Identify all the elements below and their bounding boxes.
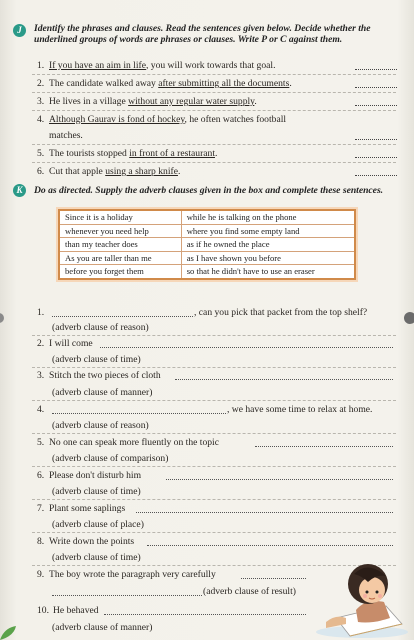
- row-separator: [32, 367, 396, 368]
- k-item-7: [37, 503, 125, 514]
- k-item-4-note: (adverb clause of reason): [52, 420, 149, 431]
- k-item-5-note: (adverb clause of comparison): [52, 453, 169, 464]
- k-item-num: 3.: [37, 370, 45, 381]
- k-answer-blank-5[interactable]: [255, 446, 393, 447]
- k-item-7-note: (adverb clause of place): [52, 519, 144, 530]
- k-item-num: 1.: [37, 307, 45, 318]
- k-answer-blank-6[interactable]: [166, 479, 393, 480]
- k-answer-blank-4[interactable]: [52, 413, 226, 414]
- leaf-icon: [0, 626, 18, 640]
- row-separator: [32, 162, 396, 163]
- j-item-post: , you will work towards that goal.: [145, 60, 276, 71]
- box-cell: while he is talking on the phone: [181, 210, 355, 224]
- j-item-underlined: If you have an aim in life: [49, 60, 146, 71]
- j-item-num: 3.: [37, 96, 45, 107]
- binder-hole-icon: [404, 312, 414, 324]
- j-item-underlined: after submitting all the documents: [158, 78, 290, 89]
- row-separator: [32, 400, 396, 401]
- k-item-10: [37, 605, 99, 616]
- k-answer-blank-8[interactable]: [147, 545, 393, 546]
- box-cell: As you are taller than me: [59, 251, 181, 265]
- k-answer-blank-2[interactable]: [100, 347, 393, 348]
- box-row: [59, 265, 355, 279]
- j-item-post: .: [177, 166, 181, 177]
- k-item-1-note: (adverb clause of reason): [52, 322, 149, 333]
- k-item-6-note: (adverb clause of time): [52, 486, 141, 497]
- k-item-num: 6.: [37, 470, 45, 481]
- j-answer-blank-2[interactable]: [355, 87, 397, 88]
- k-answer-blank-9a[interactable]: [241, 578, 306, 579]
- j-item-num: 5.: [37, 148, 45, 159]
- box-cell: whenever you need help: [59, 224, 181, 238]
- k-item-text: I will come: [49, 338, 93, 349]
- k-item-num: 5.: [37, 437, 45, 448]
- row-separator: [32, 532, 396, 533]
- row-separator: [32, 499, 396, 500]
- k-item-4-after: , we have some time to relax at home.: [227, 404, 373, 415]
- k-item-2: [37, 338, 93, 349]
- j-item-underlined: Although Gaurav is fond of hockey: [49, 114, 185, 125]
- j-item-num: 4.: [37, 114, 45, 125]
- j-answer-blank-3[interactable]: [355, 105, 397, 106]
- box-cell: as I have shown you before: [181, 251, 355, 265]
- binder-hole-icon: [0, 313, 4, 323]
- j-item-4-continued: [37, 130, 83, 141]
- j-item-6: [37, 166, 180, 177]
- k-item-text: Stitch the two pieces of cloth: [49, 370, 161, 381]
- k-item-3: [37, 370, 161, 381]
- k-item-4: [37, 404, 49, 415]
- box-cell: as if he owned the place: [181, 238, 355, 252]
- k-item-text: No one can speak more fluently on the topic: [49, 437, 219, 448]
- k-answer-blank-1[interactable]: [52, 316, 193, 317]
- k-item-text: The boy wrote the paragraph very carefully: [49, 569, 216, 580]
- k-item-text: He behaved: [53, 605, 99, 616]
- j-item-post: .: [289, 78, 292, 89]
- k-item-num: 8.: [37, 536, 45, 547]
- row-separator: [32, 433, 396, 434]
- j-item-pre: The candidate walked away: [49, 78, 159, 89]
- k-item-1: [37, 307, 49, 318]
- box-row: [59, 238, 355, 252]
- section-k-instruction: Do as directed. Supply the adverb clauses given in the box and complete these sentences.: [34, 185, 384, 196]
- k-item-3-note: (adverb clause of manner): [52, 387, 153, 398]
- j-answer-blank-1[interactable]: [355, 69, 397, 70]
- j-item-pre: He lives in a village: [49, 96, 129, 107]
- k-item-1-after: , can you pick that packet from the top shelf?: [194, 307, 368, 318]
- k-item-text: Plant some saplings: [49, 503, 126, 514]
- j-item-post: , he often watches football: [184, 114, 287, 125]
- k-item-6: [37, 470, 141, 481]
- k-answer-blank-10[interactable]: [104, 614, 306, 615]
- k-item-text: Please don't disturb him: [49, 470, 142, 481]
- j-item-post: .: [215, 148, 218, 159]
- box-row: [59, 210, 355, 224]
- k-answer-blank-7[interactable]: [136, 512, 393, 513]
- j-item-num: 6.: [37, 166, 45, 177]
- j-item-pre: Cut that apple: [49, 166, 106, 177]
- box-cell: than my teacher does: [59, 238, 181, 252]
- k-item-9: [37, 569, 216, 580]
- j-item-post: .: [254, 96, 257, 107]
- k-answer-blank-3[interactable]: [175, 379, 393, 380]
- row-separator: [32, 110, 396, 111]
- j-item-2: [37, 78, 292, 89]
- j-answer-blank-6[interactable]: [355, 175, 397, 176]
- j-item-1: [37, 60, 275, 71]
- j-answer-blank-5[interactable]: [355, 157, 397, 158]
- box-row: [59, 251, 355, 265]
- box-cell: before you forget them: [59, 265, 181, 279]
- child-reading-illustration: [306, 548, 414, 640]
- j-item-4: [37, 114, 286, 125]
- j-item-num: 1.: [37, 60, 45, 71]
- section-j-badge: J: [13, 24, 26, 37]
- row-separator: [32, 74, 396, 75]
- j-answer-blank-4[interactable]: [355, 139, 397, 140]
- box-row: [59, 224, 355, 238]
- k-item-9-note: (adverb clause of result): [203, 586, 296, 597]
- j-item-pre: The tourists stopped: [49, 148, 130, 159]
- k-answer-blank-9b[interactable]: [52, 595, 202, 596]
- row-separator: [32, 335, 396, 336]
- k-item-num: 9.: [37, 569, 45, 580]
- row-separator: [32, 92, 396, 93]
- box-cell: Since it is a holiday: [59, 210, 181, 224]
- k-item-num: 4.: [37, 404, 45, 415]
- j-item-3: [37, 96, 257, 107]
- k-item-num: 2.: [37, 338, 45, 349]
- box-cell: where you find some empty land: [181, 224, 355, 238]
- k-item-5: [37, 437, 219, 448]
- k-item-num: 7.: [37, 503, 45, 514]
- row-separator: [32, 144, 396, 145]
- row-separator: [32, 466, 396, 467]
- j-item-underlined: without any regular water supply: [128, 96, 255, 107]
- j-item-5: [37, 148, 217, 159]
- adverb-clause-box: [58, 209, 356, 280]
- k-item-10-note: (adverb clause of manner): [52, 622, 153, 633]
- k-item-2-note: (adverb clause of time): [52, 354, 141, 365]
- k-item-8: [37, 536, 134, 547]
- j-item-cont: matches.: [49, 130, 83, 141]
- k-item-num: 10.: [37, 605, 49, 616]
- j-item-num: 2.: [37, 78, 45, 89]
- k-item-8-note: (adverb clause of time): [52, 552, 141, 563]
- k-item-text: Write down the points: [49, 536, 135, 547]
- section-k-badge: K: [13, 184, 26, 197]
- j-item-underlined: in front of a restaurant: [129, 148, 215, 159]
- j-item-underlined: using a sharp knife: [105, 166, 178, 177]
- box-cell: so that he didn't have to use an eraser: [181, 265, 355, 279]
- section-j-instruction: Identify the phrases and clauses. Read the sentences given below. Decide whether the underlined groups of words are phrases or clauses. Write P or C against them.: [34, 23, 371, 45]
